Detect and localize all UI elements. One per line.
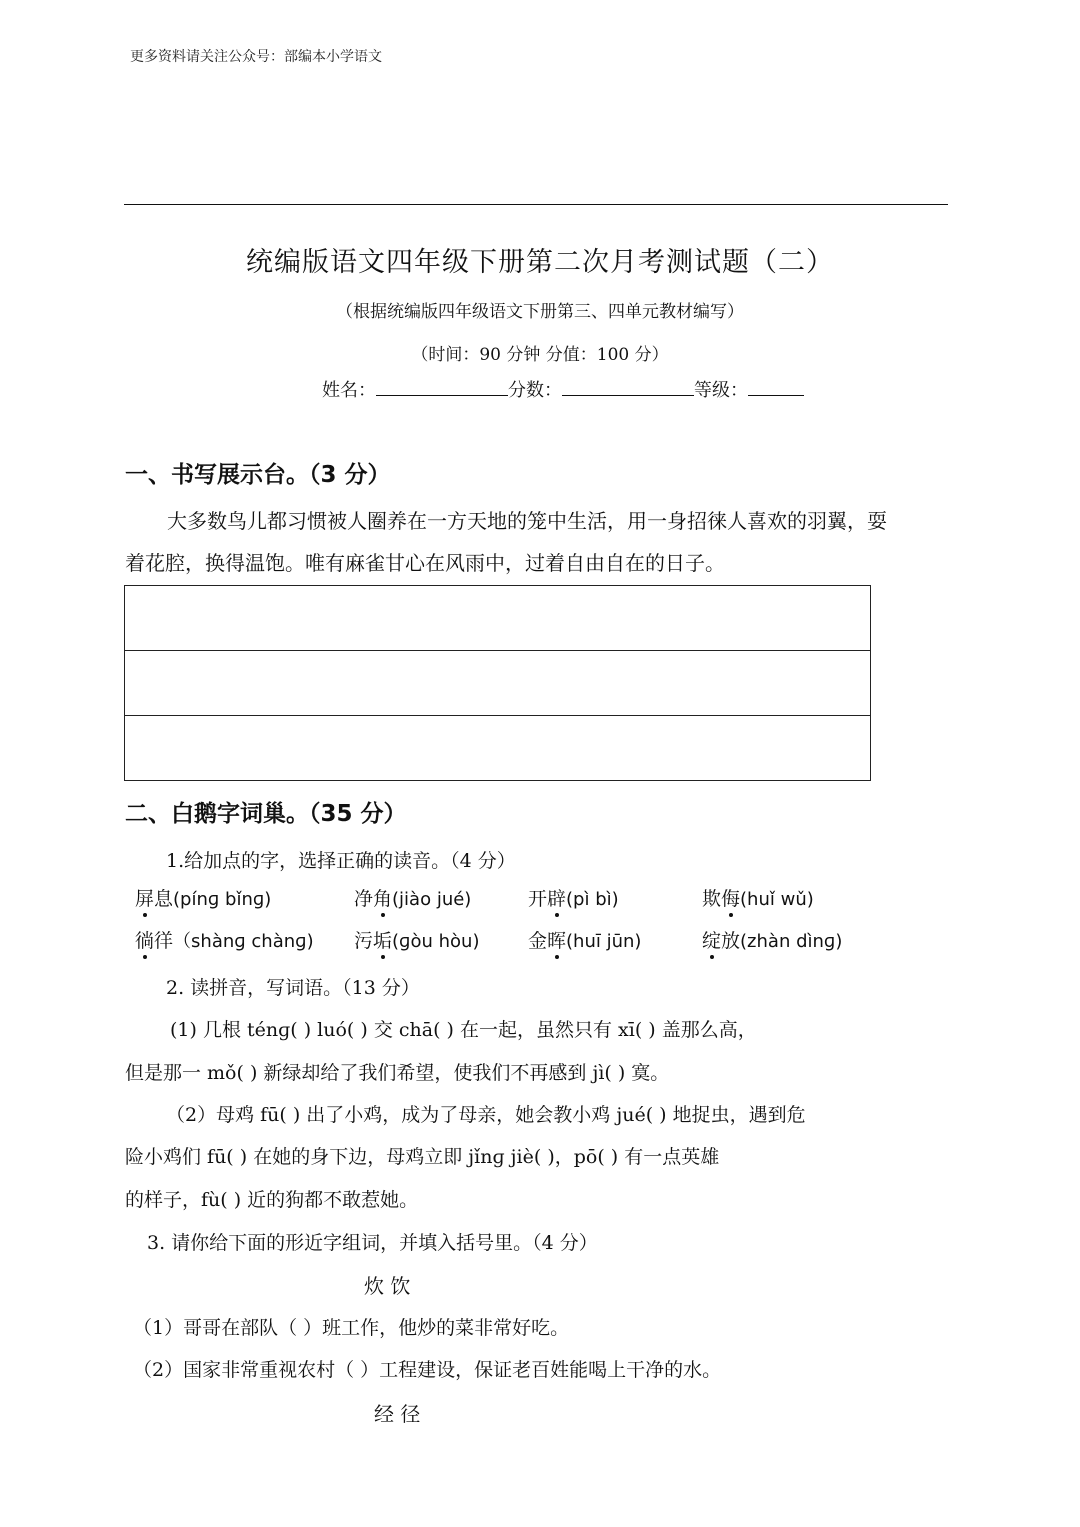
q1-item: 金晖(huī jūn) [528,930,642,952]
q2-part2-line2[interactable]: 险小鸡们 fū( ) 在她的身下边，母鸡立即 jǐnɡ jiè( )，pō( ) 有一点英雄 [125,1146,720,1168]
pinyin-options[interactable]: (huī jūn) [566,931,642,952]
grade-label: 等级： [694,380,748,401]
name-label: 姓名： [322,380,376,401]
grade-field[interactable] [748,379,804,396]
dotted-char: 绽 [702,930,722,952]
score-field[interactable] [562,379,694,396]
pinyin-options[interactable]: (jiào jué) [392,889,472,910]
passage-line-1: 大多数鸟儿都习惯被人圈养在一方天地的笼中生活，用一身招徕人喜欢的羽翼，耍 [167,509,887,533]
dotted-char: 角 [373,888,393,910]
header-note: 更多资料请关注公众号：部编本小学语文 [130,49,382,65]
q1-item: 污垢(ɡòu hòu) [354,930,480,952]
writing-row[interactable] [125,716,870,780]
q1-item: 屏息(pínɡ bǐnɡ) [135,888,272,910]
pinyin-options[interactable]: (pínɡ bǐnɡ) [173,889,272,910]
page-title: 统编版语文四年级下册第二次月考测试题（二） [246,247,834,278]
handwriting-box[interactable] [124,585,871,781]
q1-item: 绽放(zhàn dìnɡ) [702,930,843,952]
q1-item: 欺侮(huǐ wǔ) [702,888,814,910]
section1-passage [125,500,960,584]
q2-part1-line1[interactable]: (1) 几根 ténɡ( ) luó( ) 交 chā( ) 在一起，虽然只有 xī( ) 盖那么高， [170,1019,757,1041]
top-divider [124,204,948,205]
section1-heading: 一、书写展示台。（3 分） [125,462,391,488]
q2-title: 2. 读拼音，写词语。（13 分） [166,977,420,999]
pinyin-options[interactable]: （shànɡ chànɡ) [173,931,314,952]
score-label: 分数： [508,380,562,401]
name-field[interactable] [376,379,508,396]
student-info [322,376,804,402]
q3-sentence-2[interactable]: （2）国家非常重视农村（ ）工程建设，保证老百姓能喝上干净的水。 [133,1359,722,1381]
q1-item: 开辟(pì bì) [528,888,619,910]
q3-title: 3. 请你给下面的形近字组词，并填入括号里。（4 分） [147,1232,598,1254]
page-subtitle: （根据统编版四年级语文下册第三、四单元教材编写） [336,302,744,322]
pinyin-options[interactable]: (pì bì) [566,889,619,910]
q2-part2-line3[interactable]: 的样子，fù( ) 近的狗都不敢惹她。 [125,1189,419,1211]
dotted-char: 屏 [135,888,155,910]
dotted-char: 徜 [135,930,155,952]
time-score-info: （时间：90 分钟 分值：100 分） [411,345,669,365]
dotted-char: 辟 [547,888,567,910]
passage-line-2: 着花腔，换得温饱。唯有麻雀甘心在风雨中，过着自由自在的日子。 [125,551,725,575]
section2-heading: 二、白鹅字词巢。（35 分） [125,801,407,827]
writing-row[interactable] [125,651,870,716]
dotted-char: 垢 [373,930,393,952]
q2-part1-line2[interactable]: 但是那一 mǒ( ) 新绿却给了我们希望，使我们不再感到 jì( ) 寞。 [125,1062,670,1084]
pinyin-options[interactable]: (zhàn dìnɡ) [740,931,843,952]
q3-sentence-1[interactable]: （1）哥哥在部队（ ）班工作，他炒的菜非常好吃。 [133,1317,570,1339]
q1-item: 徜徉（shànɡ chànɡ) [135,930,314,952]
dotted-char: 侮 [721,888,741,910]
q1-item: 净角(jiào jué) [354,888,472,910]
pinyin-options[interactable]: (huǐ wǔ) [740,889,814,910]
char-pair-2: 经 径 [374,1402,421,1426]
q2-part2-line1[interactable]: （2）母鸡 fū( ) 出了小鸡，成为了母亲，她会教小鸡 jué( ) 地捉虫，遇到危 [166,1104,806,1126]
dotted-char: 晖 [547,930,567,952]
char-pair-1: 炊 饮 [364,1274,411,1298]
q1-title: 1.给加点的字，选择正确的读音。（4 分） [166,850,516,872]
pinyin-options[interactable]: (ɡòu hòu) [392,931,480,952]
writing-row[interactable] [125,586,870,651]
